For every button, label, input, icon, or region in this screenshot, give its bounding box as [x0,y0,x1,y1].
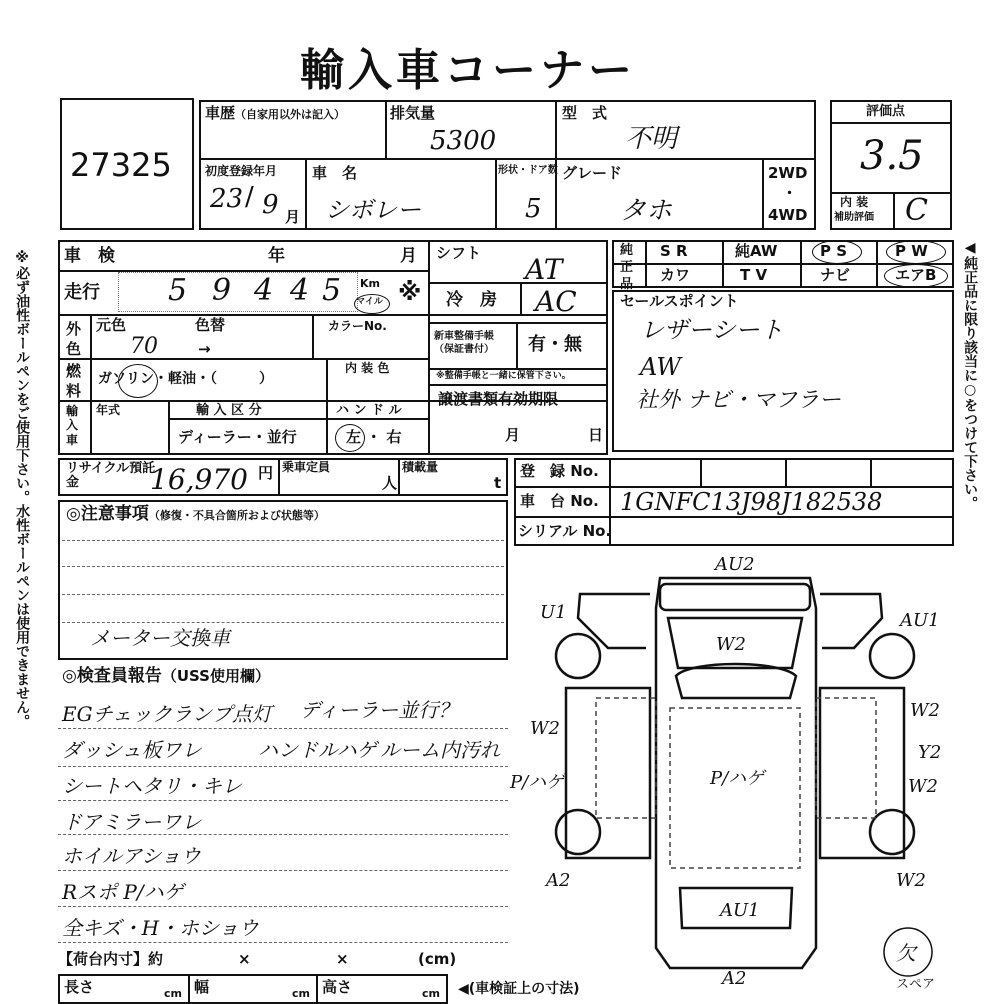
mileage-digit-5: 5 [322,273,342,308]
mileage-digit-3: 4 [254,273,274,308]
handle-label: ハ ン ド ル [336,403,402,418]
notes-label: ◎注意事項（修復・不具合箇所および状態等） [66,504,325,524]
inspector-line-2: ディーラー並行？ [300,698,459,722]
sales-point-1: レザーシート [640,316,784,344]
side-note-left: ※必ず油性ボールペンをご使用下さい。水性ボールペンは使用できません。 [14,250,31,728]
maintenance-book-value: 有・無 [528,334,582,355]
inspector-label: ◎検査員報告（USS使用欄） [62,666,270,686]
model-type-value: 不明 [625,124,678,154]
drive-2wd: 2WD [768,164,808,182]
first-registration-year: 23 [210,184,244,214]
import-class-label: 輸 入 区 分 [196,403,262,418]
side-note-right: ◀純正品に限り該当に○をつけて下さい。 [962,240,979,510]
first-registration-month: 9 [262,190,279,220]
inspector-line-1: EGチェックランプ点灯 [62,702,272,726]
maintenance-book-label: 新車整備手帳（保証書付） [434,331,494,355]
fuel-circle [118,364,158,398]
mile-circle [354,294,390,314]
drive-dot: ・ [782,184,798,202]
mileage-mark: ※ [398,278,422,306]
dims-width-cm: cm [292,987,310,1000]
outer-color-arrow: → [198,340,211,358]
sales-point-3: 社外 ナビ・マフラー [636,388,841,413]
diagram-label-a2-left: A2 [546,870,571,891]
doors-value: 5 [525,194,542,224]
genuine-sr[interactable]: S R [660,242,688,260]
original-color-label: 元色 [96,316,127,334]
recycle-label: リサイクル預託金 [66,461,156,491]
import-year-label: 年式 [96,403,121,417]
genuine-label: 純正品 [620,243,634,292]
interior-score-label1: 内 装 [840,195,869,209]
load-label: 積載量 [402,460,439,474]
diagram-label-au1-right: AU1 [900,610,940,631]
diagram-label-w2-hood: W2 [716,634,746,655]
handle-value: 左 ・ 右 [346,428,402,446]
import-class-value: ディーラー・並行 [178,428,297,446]
changed-color-label: 色替 [195,316,226,334]
inspector-line-6: シートヘタリ・キレ [62,774,242,798]
history-label: 車歴（自家用以外は記入） [205,104,346,122]
recycle-value: 16,970 [150,463,248,496]
genuine-aw[interactable]: 純AW [735,242,778,260]
load-unit: t [494,474,502,492]
diagram-label-w2-right2: W2 [908,776,938,797]
interior-color-label: 内 装 色 [345,361,390,375]
model-type-label: 型 式 [562,104,608,122]
diagram-label-w2-right: W2 [910,700,940,721]
interior-score-value: C [905,193,928,228]
fuel-options: ガソリン・軽油・（ ） [98,371,273,387]
maintenance-book-note: ※整備手帳と一緒に保管下さい。 [436,371,571,381]
displacement-label: 排気量 [390,104,436,122]
dims-note: ◀(車検証上の寸法) [458,981,580,997]
pw-circle [886,240,946,264]
diagram-label-a2-bottom: A2 [722,968,747,989]
diagram-label-p-left: P/ハゲ [510,772,565,793]
shift-value: AT [525,253,563,286]
inspector-line-7: ドアミラーワレ [62,810,202,834]
inspector-line-8: ホイルアショウ [62,844,201,868]
drive-4wd: 4WD [768,206,808,224]
inspection-year: 年 [268,246,285,266]
genuine-leather[interactable]: カワ [660,266,691,284]
inspection-label: 車 検 [64,246,115,266]
spare-mark: 欠 [896,941,916,965]
interior-score-label2: 補助評価 [834,212,874,223]
dims-height-cm: cm [422,987,440,1000]
first-registration-label: 初度登録年月 [205,164,278,178]
transfer-label: 譲渡書類有効期限 [438,390,559,408]
dims-length-cm: cm [164,987,182,1000]
chassis-no-value: 1GNFC13J98J182538 [620,488,883,516]
dims-height: 高さ [322,978,353,996]
sales-points-label: セールスポイント [620,292,739,310]
capacity-unit: 人 [382,474,398,492]
diagram-label-u1: U1 [540,602,567,623]
diagram-label-au1-rear: AU1 [720,900,760,921]
dims-width: 幅 [194,978,210,996]
outer-color-value: 70 [130,334,158,359]
aircon-value: AC [535,285,577,318]
serial-no-label: シリアル No. [518,522,612,540]
fuel-label: 燃料 [66,362,82,400]
mileage-digit-1: 5 [168,273,188,308]
mileage-label: 走行 [64,282,100,303]
displacement-value: 5300 [430,126,497,156]
diagram-label-p-roof: P/ハゲ [710,768,765,789]
recycle-unit: 円 [258,464,274,482]
month-unit: 月 [285,208,301,226]
diagram-label-w2-left: W2 [530,718,560,739]
grade-label: グレード [562,164,623,182]
inspector-line-3: ダッシュ板ワレ [62,738,202,762]
mileage-unit-mile: マイル [356,297,383,307]
mileage-unit-km: Km [360,277,380,290]
aircon-label: 冷 房 [446,290,497,310]
cargo-x1: × [238,950,251,968]
genuine-ps[interactable]: P S [820,242,848,260]
sales-point-2: AW [640,353,682,381]
cargo-unit: (cm) [418,950,457,968]
notes-line-4: メーター交換車 [90,626,230,650]
page-title: 輸入車コーナー [300,45,636,96]
car-diagram [510,548,960,992]
lot-number: 27325 [70,146,172,184]
spare-label: スペア [896,977,936,992]
score-label: 評価点 [866,104,906,119]
transfer-day: 日 [588,426,604,444]
inspector-line-4: ハンドルハゲ [258,738,377,762]
slash: / [245,182,254,212]
ps-circle [812,240,862,264]
mileage-digit-4: 4 [290,273,310,308]
diagram-label-au2-top: AU2 [715,554,755,575]
inspector-line-9: Rスポ P/ハゲ [62,880,184,904]
dims-length: 長さ [64,978,95,996]
capacity-label: 乗車定員 [282,460,331,474]
chassis-no-label: 車 台 No. [520,492,599,510]
diagram-label-w2-rear: W2 [896,870,926,891]
transfer-month: 月 [505,426,521,444]
handle-circle [335,424,365,452]
inspection-month: 月 [400,246,417,266]
cargo-label: 【荷台内寸】約 [58,950,164,968]
import-label: 輸入車 [66,404,79,447]
inspector-line-10: 全キズ・H・ホショウ [62,916,259,940]
score-value: 3.5 [860,133,924,179]
mileage-digit-2: 9 [212,273,232,308]
shift-label: シフト [436,244,482,262]
color-no-label: カラーNo. [328,319,387,333]
car-name-value: シボレー [325,196,421,224]
airbag-circle [884,264,948,288]
grade-value: タホ [620,196,673,226]
lot-number-box [60,98,194,230]
genuine-airbag[interactable]: エアB [895,266,937,284]
genuine-pw[interactable]: P W [895,242,928,260]
cargo-x2: × [336,950,349,968]
diagram-label-y2: Y2 [918,742,942,763]
dims-row [58,974,448,1004]
outer-color-label: 外色 [66,320,82,358]
registration-no-label: 登 録 No. [520,462,599,480]
car-name-label: 車 名 [312,164,358,182]
genuine-navi[interactable]: ナビ [820,266,851,284]
doors-label: 形状・ドア数 [498,165,558,176]
inspector-line-5: ルーム内汚れ [380,738,500,762]
genuine-tv[interactable]: T V [740,266,768,284]
